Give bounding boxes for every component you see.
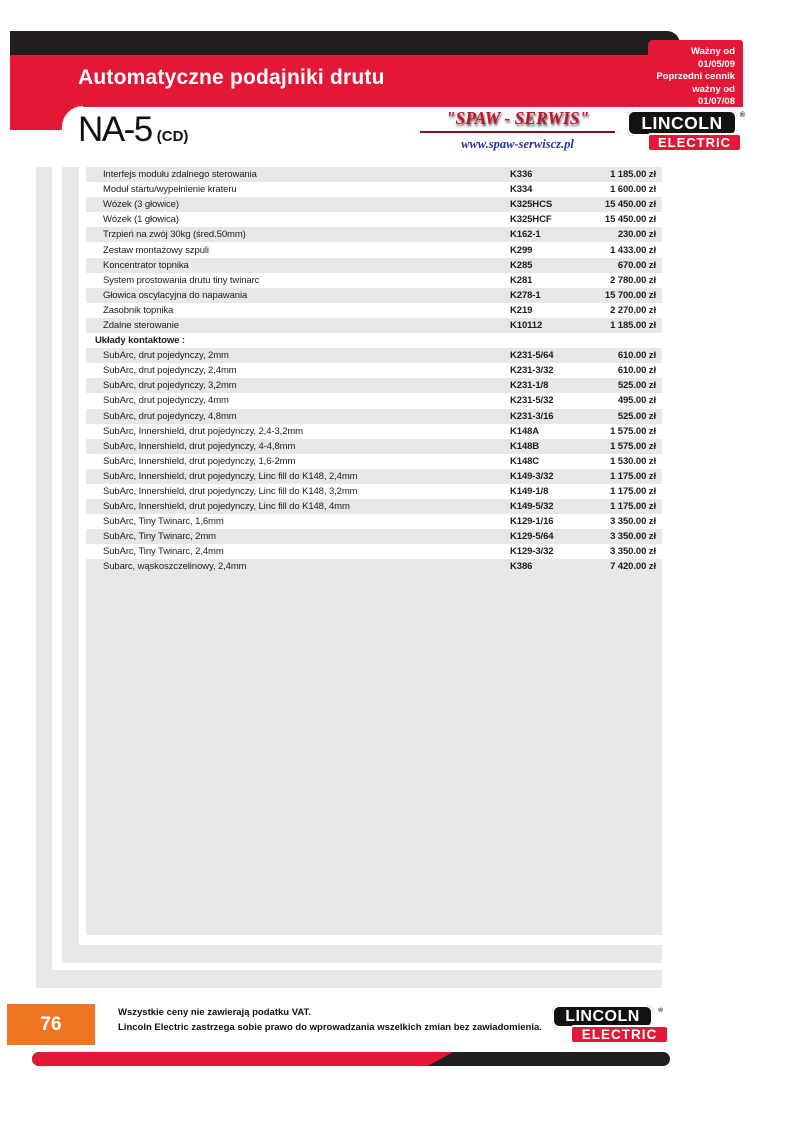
header-black-bar bbox=[10, 31, 680, 57]
item-part-number: K285 bbox=[510, 259, 533, 271]
item-part-number: K129-3/32 bbox=[510, 546, 554, 558]
item-description: SubArc, drut pojedynczy, 4mm bbox=[103, 395, 229, 407]
frame-band-outer bbox=[36, 970, 662, 988]
table-row bbox=[86, 499, 662, 514]
validity-date-previous: 01/07/08 bbox=[698, 96, 735, 107]
electric-wordmark: ELECTRIC bbox=[647, 133, 742, 152]
validity-line-previous: Poprzedni cennik ważny od bbox=[656, 71, 735, 95]
item-part-number: K231-1/8 bbox=[510, 380, 549, 392]
table-row bbox=[86, 227, 662, 242]
item-part-number: K231-3/16 bbox=[510, 410, 554, 422]
spaw-serwis-name: "SPAW - SERWIS" bbox=[445, 108, 590, 128]
item-description: SubArc, Innershield, drut pojedynczy, Linc fill do K148, 2,4mm bbox=[103, 470, 358, 482]
frame-strip-middle bbox=[62, 167, 79, 963]
footer-notes bbox=[118, 1006, 542, 1035]
item-description: Głowica oscylacyjna do napawania bbox=[103, 289, 248, 301]
item-part-number: K336 bbox=[510, 169, 533, 181]
product-name: NA-5 bbox=[78, 110, 152, 149]
item-part-number: K334 bbox=[510, 184, 533, 196]
item-part-number: K129-5/64 bbox=[510, 531, 554, 543]
item-description: SubArc, Tiny Twinarc, 2mm bbox=[103, 531, 216, 543]
electric-wordmark: ELECTRIC bbox=[570, 1025, 669, 1044]
item-part-number: K231-5/64 bbox=[510, 350, 554, 362]
item-price: 525.00 zł bbox=[617, 380, 656, 392]
item-part-number: K281 bbox=[510, 274, 533, 286]
table-row bbox=[86, 258, 662, 273]
table-row bbox=[86, 559, 662, 574]
table-row bbox=[86, 318, 662, 333]
footer-accent-bar bbox=[32, 1052, 670, 1066]
item-price: 1 530.00 zł bbox=[610, 455, 656, 467]
table-row bbox=[86, 363, 662, 378]
lincoln-electric-logo bbox=[627, 110, 743, 152]
item-description: Zdalne sterowanie bbox=[103, 319, 179, 331]
item-price: 495.00 zł bbox=[617, 395, 656, 407]
table-row bbox=[86, 348, 662, 363]
table-row bbox=[86, 544, 662, 559]
item-part-number: K325HCF bbox=[510, 214, 552, 226]
item-description: Subarc, wąskoszczelinowy, 2,4mm bbox=[103, 561, 247, 573]
item-description: Zasobnik topnika bbox=[103, 304, 174, 316]
item-description: SubArc, Tiny Twinarc, 2,4mm bbox=[103, 546, 224, 558]
page-number-badge: 76 bbox=[7, 1004, 95, 1045]
item-description: SubArc, Innershield, drut pojedynczy, 2,4-3,2mm bbox=[103, 425, 304, 437]
item-price: 2 270.00 zł bbox=[610, 304, 656, 316]
item-part-number: K231-5/32 bbox=[510, 395, 554, 407]
item-description: Wózek (1 głowica) bbox=[103, 214, 179, 226]
item-part-number: K386 bbox=[510, 561, 533, 573]
table-row bbox=[86, 273, 662, 288]
item-price: 1 575.00 zł bbox=[610, 425, 656, 437]
item-part-number: K148A bbox=[510, 425, 540, 437]
table-row bbox=[86, 424, 662, 439]
item-part-number: K129-1/16 bbox=[510, 516, 554, 528]
table-row bbox=[86, 469, 662, 484]
item-description: SubArc, drut pojedynczy, 2,4mm bbox=[103, 365, 237, 377]
table-row bbox=[86, 303, 662, 318]
item-price: 1 433.00 zł bbox=[610, 244, 656, 256]
table-row bbox=[86, 167, 662, 182]
product-suffix: (CD) bbox=[156, 128, 189, 145]
item-part-number: K231-3/32 bbox=[510, 365, 554, 377]
footer-accent-bar-red bbox=[32, 1052, 670, 1066]
item-part-number: K325HCS bbox=[510, 199, 553, 211]
item-price: 230.00 zł bbox=[617, 229, 656, 241]
table-row bbox=[86, 212, 662, 227]
item-price: 3 350.00 zł bbox=[610, 531, 656, 543]
table-row bbox=[86, 484, 662, 499]
spaw-serwis-underline bbox=[420, 131, 615, 133]
item-part-number: K278-1 bbox=[510, 289, 541, 301]
item-description: SubArc, Innershield, drut pojedynczy, 4-4,8mm bbox=[103, 440, 296, 452]
item-price: 3 350.00 zł bbox=[610, 546, 656, 558]
validity-date-current: 01/05/09 bbox=[698, 58, 735, 70]
item-description: System prostowania drutu tiny twinarc bbox=[103, 274, 260, 286]
item-description: Koncentrator topnika bbox=[103, 259, 189, 271]
table-row bbox=[86, 242, 662, 257]
table-row bbox=[86, 288, 662, 303]
item-price: 1 175.00 zł bbox=[610, 470, 656, 482]
item-description: Zestaw montażowy szpuli bbox=[103, 244, 209, 256]
table-row bbox=[86, 393, 662, 408]
item-description: Moduł startu/wypełnienie krateru bbox=[103, 184, 237, 196]
item-price: 1 175.00 zł bbox=[610, 486, 656, 498]
item-part-number: K148C bbox=[510, 455, 540, 467]
table-row bbox=[86, 529, 662, 544]
item-price: 525.00 zł bbox=[617, 410, 656, 422]
item-part-number: K162-1 bbox=[510, 229, 541, 241]
frame-band-middle bbox=[62, 945, 662, 963]
item-description: SubArc, drut pojedynczy, 2mm bbox=[103, 350, 229, 362]
lincoln-electric-logo-footer bbox=[552, 1005, 677, 1045]
item-price: 7 420.00 zł bbox=[610, 561, 656, 573]
section-header-row bbox=[86, 333, 662, 348]
item-price: 15 700.00 zł bbox=[604, 289, 656, 301]
item-description: SubArc, drut pojedynczy, 3,2mm bbox=[103, 380, 237, 392]
item-price: 15 450.00 zł bbox=[604, 199, 656, 211]
table-row bbox=[86, 454, 662, 469]
table-row bbox=[86, 409, 662, 424]
registered-trademark-icon: ® bbox=[658, 1007, 663, 1014]
item-part-number: K148B bbox=[510, 440, 540, 452]
item-description: SubArc, Tiny Twinarc, 1,6mm bbox=[103, 516, 224, 528]
item-description: Interfejs modułu zdalnego sterowania bbox=[103, 169, 257, 181]
frame-strip-outer bbox=[36, 167, 52, 988]
validity-date-box bbox=[648, 40, 743, 107]
validity-line: Ważny od bbox=[691, 46, 735, 57]
item-description: Trzpień na zwój 30kg (śred.50mm) bbox=[103, 229, 246, 241]
item-price: 1 575.00 zł bbox=[610, 440, 656, 452]
item-price: 610.00 zł bbox=[617, 365, 656, 377]
item-description: SubArc, drut pojedynczy, 4,8mm bbox=[103, 410, 237, 422]
footer-note-vat: Wszystkie ceny nie zawierają podatku VAT. bbox=[118, 1007, 311, 1018]
item-price: 1 185.00 zł bbox=[610, 319, 656, 331]
item-part-number: K299 bbox=[510, 244, 533, 256]
item-price: 3 350.00 zł bbox=[610, 516, 656, 528]
spaw-serwis-url-link[interactable]: www.spaw-serwiscz.pl bbox=[461, 137, 574, 151]
footer-note-disclaimer: Lincoln Electric zastrzega sobie prawo do wprowadzania wszelkich zmian bez zawiadomienia. bbox=[118, 1021, 542, 1033]
table-row bbox=[86, 439, 662, 454]
lincoln-wordmark: LINCOLN bbox=[552, 1005, 653, 1028]
item-description: SubArc, Innershield, drut pojedynczy, 1,6-2mm bbox=[103, 455, 296, 467]
table-row bbox=[86, 182, 662, 197]
item-part-number: K149-1/8 bbox=[510, 486, 549, 498]
item-price: 15 450.00 zł bbox=[604, 214, 656, 226]
table-row bbox=[86, 514, 662, 529]
item-price: 610.00 zł bbox=[617, 350, 656, 362]
item-part-number: K219 bbox=[510, 304, 533, 316]
section-header-label: Układy kontaktowe : bbox=[95, 335, 185, 347]
item-part-number: K10112 bbox=[510, 319, 543, 331]
lincoln-wordmark: LINCOLN bbox=[627, 110, 737, 136]
page-title: Automatyczne podajniki drutu bbox=[78, 66, 385, 89]
table-row bbox=[86, 197, 662, 212]
item-price: 2 780.00 zł bbox=[610, 274, 656, 286]
spaw-serwis-logo bbox=[420, 108, 615, 152]
item-price: 1 600.00 zł bbox=[610, 184, 656, 196]
item-description: SubArc, Innershield, drut pojedynczy, Linc fill do K148, 4mm bbox=[103, 501, 350, 513]
item-part-number: K149-3/32 bbox=[510, 470, 554, 482]
item-description: Wózek (3 głowice) bbox=[103, 199, 179, 211]
item-price: 670.00 zł bbox=[617, 259, 656, 271]
table-row bbox=[86, 378, 662, 393]
item-description: SubArc, Innershield, drut pojedynczy, Linc fill do K148, 3,2mm bbox=[103, 486, 358, 498]
item-price: 1 185.00 zł bbox=[610, 169, 656, 181]
item-part-number: K149-5/32 bbox=[510, 501, 554, 513]
registered-trademark-icon: ® bbox=[739, 112, 745, 119]
product-title bbox=[78, 112, 188, 148]
item-price: 1 175.00 zł bbox=[610, 501, 656, 513]
price-table bbox=[86, 167, 662, 935]
